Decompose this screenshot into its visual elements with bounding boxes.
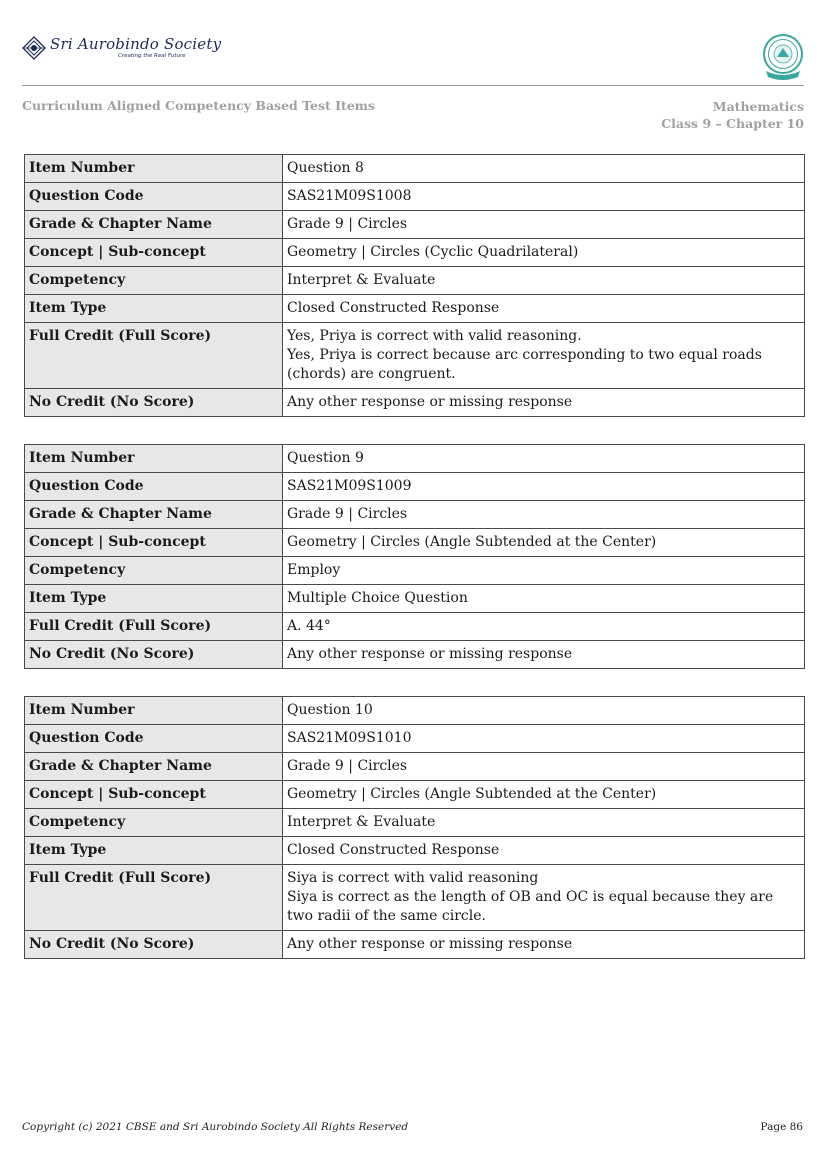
subject-block xyxy=(661,98,804,132)
row-value xyxy=(283,557,805,585)
table-row xyxy=(25,183,805,211)
document-series-title: Curriculum Aligned Competency Based Test Items xyxy=(22,98,375,113)
org-tagline: Creating the Real Future xyxy=(118,52,186,59)
table-row xyxy=(25,557,805,585)
page-header xyxy=(0,0,827,140)
cbse-seal-icon xyxy=(760,33,806,83)
row-value xyxy=(283,529,805,557)
row-label: Question Code xyxy=(25,725,283,753)
row-label: Concept | Sub-concept xyxy=(25,781,283,809)
class-chapter: Class 9 – Chapter 10 xyxy=(661,116,804,131)
value-line: Interpret & Evaluate xyxy=(287,814,436,830)
row-label: Item Type xyxy=(25,585,283,613)
row-label: Full Credit (Full Score) xyxy=(25,613,283,641)
table-row xyxy=(25,613,805,641)
table-row xyxy=(25,155,805,183)
row-value xyxy=(283,809,805,837)
table-row xyxy=(25,211,805,239)
table-row xyxy=(25,725,805,753)
row-label: No Credit (No Score) xyxy=(25,389,283,417)
table-row xyxy=(25,445,805,473)
row-value xyxy=(283,725,805,753)
value-line: Any other response or missing response xyxy=(287,646,573,662)
row-label: Concept | Sub-concept xyxy=(25,239,283,267)
value-line: Question 9 xyxy=(287,450,364,466)
subject-title: Mathematics xyxy=(712,99,804,114)
row-value xyxy=(283,183,805,211)
row-value xyxy=(283,267,805,295)
row-value xyxy=(283,239,805,267)
header-divider xyxy=(22,85,804,86)
value-line: A. 44° xyxy=(287,618,331,634)
table-row xyxy=(25,837,805,865)
row-label: Full Credit (Full Score) xyxy=(25,323,283,389)
table-row xyxy=(25,641,805,669)
row-label: Competency xyxy=(25,267,283,295)
table-row xyxy=(25,529,805,557)
value-line: Grade 9 | Circles xyxy=(287,758,408,774)
row-label: No Credit (No Score) xyxy=(25,641,283,669)
row-label: Question Code xyxy=(25,183,283,211)
table-row xyxy=(25,781,805,809)
value-line: Yes, Priya is correct because arc corresponding to two equal roads (chords) are congruent. xyxy=(287,347,762,382)
value-line: Siya is correct as the length of OB and OC is equal because they are two radii of the same circle. xyxy=(287,889,774,924)
value-line: Grade 9 | Circles xyxy=(287,216,408,232)
table-row xyxy=(25,585,805,613)
item-tables xyxy=(24,154,805,986)
row-value xyxy=(283,837,805,865)
table-row xyxy=(25,473,805,501)
row-label: Item Number xyxy=(25,445,283,473)
value-line: Yes, Priya is correct with valid reasoning. xyxy=(287,328,582,344)
table-row xyxy=(25,809,805,837)
value-line: Any other response or missing response xyxy=(287,394,573,410)
row-value xyxy=(283,753,805,781)
row-label: Question Code xyxy=(25,473,283,501)
value-line: Siya is correct with valid reasoning xyxy=(287,870,539,886)
value-line: Grade 9 | Circles xyxy=(287,506,408,522)
row-value xyxy=(283,641,805,669)
value-line: Closed Constructed Response xyxy=(287,842,500,858)
value-line: Geometry | Circles (Cyclic Quadrilateral) xyxy=(287,244,579,260)
value-line: Interpret & Evaluate xyxy=(287,272,436,288)
row-value xyxy=(283,295,805,323)
row-value xyxy=(283,865,805,931)
table-row xyxy=(25,389,805,417)
value-line: SAS21M09S1010 xyxy=(287,730,412,746)
row-label: Grade & Chapter Name xyxy=(25,211,283,239)
table-row xyxy=(25,931,805,959)
row-label: Competency xyxy=(25,557,283,585)
row-label: Full Credit (Full Score) xyxy=(25,865,283,931)
row-value xyxy=(283,389,805,417)
table-row xyxy=(25,865,805,931)
sri-aurobindo-society-logo xyxy=(22,36,221,60)
row-label: No Credit (No Score) xyxy=(25,931,283,959)
page-number: Page 86 xyxy=(760,1121,803,1133)
value-line: Question 10 xyxy=(287,702,373,718)
value-line: Question 8 xyxy=(287,160,364,176)
row-value xyxy=(283,697,805,725)
value-line: Geometry | Circles (Angle Subtended at the Center) xyxy=(287,534,657,550)
row-value xyxy=(283,781,805,809)
value-line: SAS21M09S1009 xyxy=(287,478,412,494)
value-line: Geometry | Circles (Angle Subtended at the Center) xyxy=(287,786,657,802)
org-name: Sri Aurobindo Society xyxy=(50,34,222,53)
row-label: Competency xyxy=(25,809,283,837)
value-line: Multiple Choice Question xyxy=(287,590,468,606)
row-label: Item Number xyxy=(25,155,283,183)
row-label: Grade & Chapter Name xyxy=(25,501,283,529)
row-label: Concept | Sub-concept xyxy=(25,529,283,557)
table-row xyxy=(25,295,805,323)
copyright-notice: Copyright (c) 2021 CBSE and Sri Aurobindo Society All Rights Reserved xyxy=(22,1121,409,1133)
value-line: Employ xyxy=(287,562,341,578)
row-value xyxy=(283,155,805,183)
row-value xyxy=(283,585,805,613)
row-label: Item Number xyxy=(25,697,283,725)
row-value xyxy=(283,501,805,529)
item-table xyxy=(24,444,805,669)
table-row xyxy=(25,323,805,389)
row-value xyxy=(283,323,805,389)
row-label: Grade & Chapter Name xyxy=(25,753,283,781)
table-row xyxy=(25,239,805,267)
item-table xyxy=(24,154,805,417)
row-value xyxy=(283,211,805,239)
row-value xyxy=(283,931,805,959)
row-value xyxy=(283,613,805,641)
item-table xyxy=(24,696,805,959)
value-line: Any other response or missing response xyxy=(287,936,573,952)
value-line: Closed Constructed Response xyxy=(287,300,500,316)
row-label: Item Type xyxy=(25,837,283,865)
table-row xyxy=(25,753,805,781)
table-row xyxy=(25,267,805,295)
table-row xyxy=(25,501,805,529)
row-label: Item Type xyxy=(25,295,283,323)
value-line: SAS21M09S1008 xyxy=(287,188,412,204)
table-row xyxy=(25,697,805,725)
society-emblem-icon xyxy=(22,36,46,60)
row-value xyxy=(283,445,805,473)
row-value xyxy=(283,473,805,501)
